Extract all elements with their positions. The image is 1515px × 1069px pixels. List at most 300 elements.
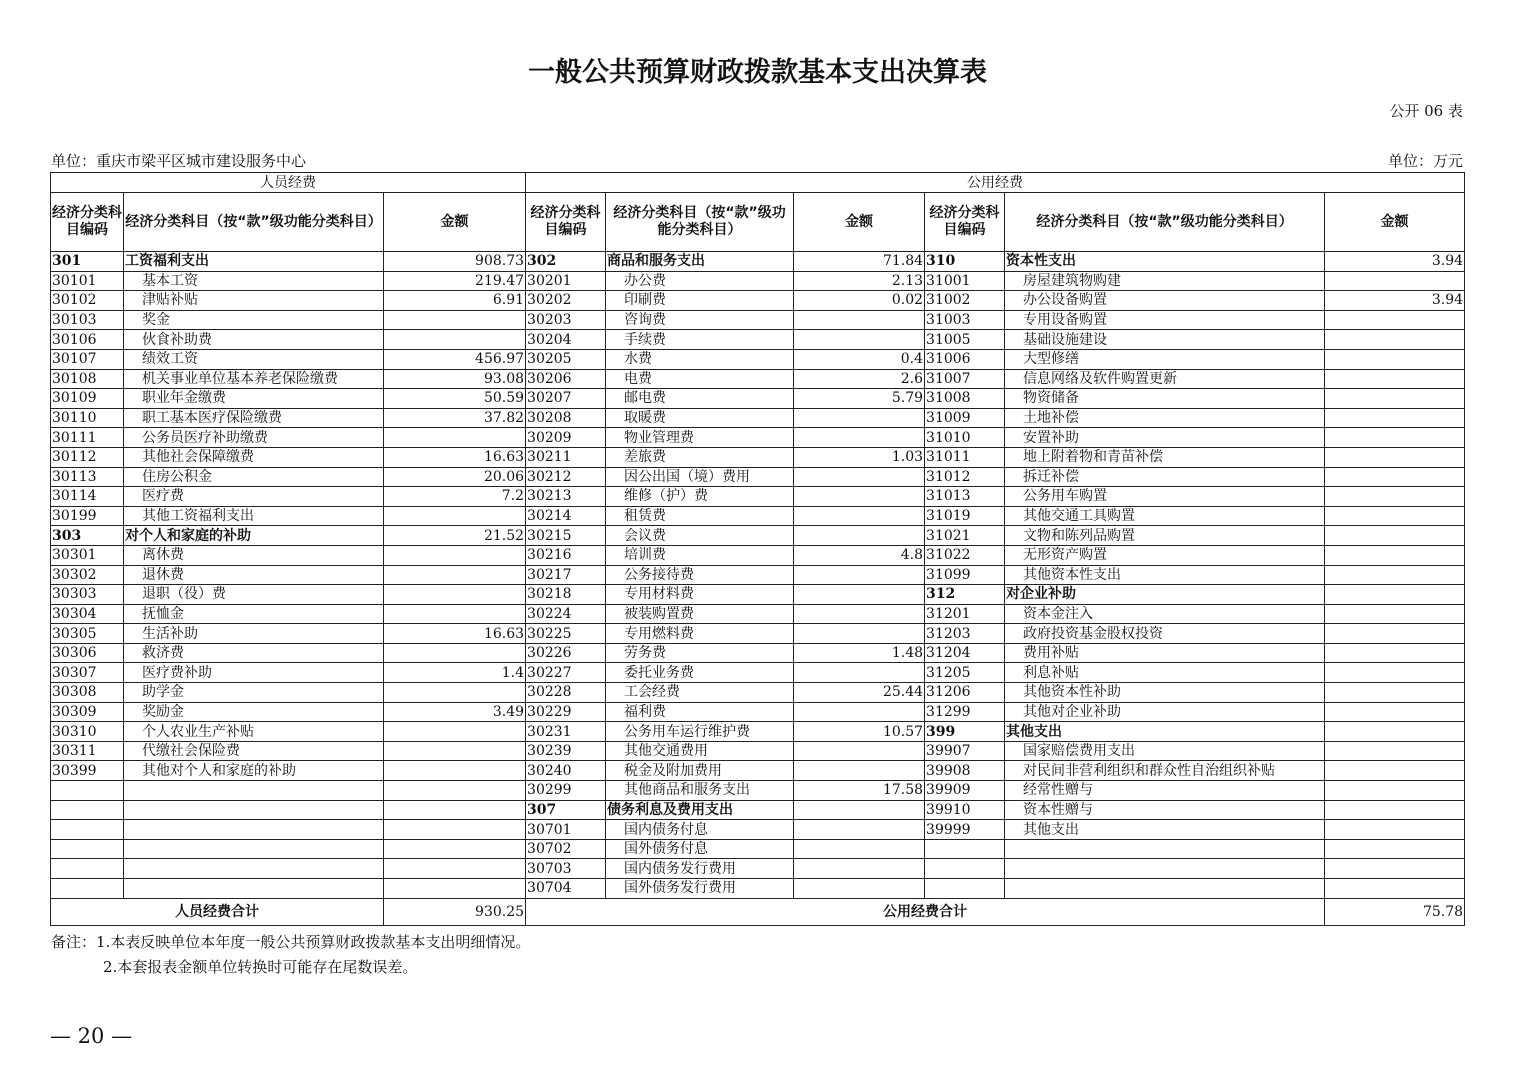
public-code-cell: 30217 bbox=[526, 565, 606, 585]
public-amount-cell bbox=[794, 585, 925, 605]
public-amount-cell bbox=[794, 879, 925, 899]
personnel-name-cell: 退休费 bbox=[124, 565, 384, 585]
header-code-public: 经济分类科目编码 bbox=[526, 193, 606, 252]
personnel-code-cell: 30199 bbox=[51, 506, 124, 526]
public-amount-cell bbox=[794, 506, 925, 526]
personnel-code-cell bbox=[51, 839, 124, 859]
capital-name-cell: 土地补偿 bbox=[1005, 408, 1325, 428]
personnel-code-cell: 301 bbox=[51, 252, 124, 272]
capital-code-cell: 31019 bbox=[925, 506, 1005, 526]
personnel-code-cell: 30307 bbox=[51, 663, 124, 683]
public-code-cell: 30229 bbox=[526, 702, 606, 722]
personnel-amount-cell: 219.47 bbox=[384, 271, 526, 291]
table-row bbox=[51, 330, 1465, 350]
personnel-amount-cell bbox=[384, 643, 526, 663]
total-personnel-label: 人员经费合计 bbox=[51, 898, 384, 925]
public-name-cell: 手续费 bbox=[606, 330, 794, 350]
column-header-row bbox=[51, 193, 1465, 252]
public-name-cell: 其他交通费用 bbox=[606, 741, 794, 761]
capital-code-cell: 31001 bbox=[925, 271, 1005, 291]
public-name-cell: 租赁费 bbox=[606, 506, 794, 526]
capital-code-cell: 31299 bbox=[925, 702, 1005, 722]
personnel-name-cell: 离休费 bbox=[124, 545, 384, 565]
capital-code-cell: 39907 bbox=[925, 741, 1005, 761]
capital-amount-cell: 3.94 bbox=[1325, 252, 1465, 272]
table-row bbox=[51, 252, 1465, 272]
capital-name-cell: 经常性赠与 bbox=[1005, 781, 1325, 801]
personnel-amount-cell bbox=[384, 683, 526, 703]
unit-currency: 单位：万元 bbox=[1387, 152, 1463, 170]
capital-name-cell: 对民间非营利组织和群众性自治组织补贴 bbox=[1005, 761, 1325, 781]
capital-amount-cell bbox=[1325, 624, 1465, 644]
public-name-cell: 劳务费 bbox=[606, 643, 794, 663]
table-row bbox=[51, 879, 1465, 899]
public-name-cell: 税金及附加费用 bbox=[606, 761, 794, 781]
personnel-code-cell bbox=[51, 781, 124, 801]
table-row bbox=[51, 467, 1465, 487]
personnel-amount-cell bbox=[384, 330, 526, 350]
table-row bbox=[51, 310, 1465, 330]
capital-name-cell: 拆迁补偿 bbox=[1005, 467, 1325, 487]
personnel-code-cell: 30101 bbox=[51, 271, 124, 291]
public-code-cell: 302 bbox=[526, 252, 606, 272]
table-row bbox=[51, 683, 1465, 703]
total-public-value: 75.78 bbox=[1325, 898, 1465, 925]
capital-name-cell: 无形资产购置 bbox=[1005, 545, 1325, 565]
capital-amount-cell bbox=[1325, 310, 1465, 330]
capital-name-cell: 专用设备购置 bbox=[1005, 310, 1325, 330]
public-code-cell: 30203 bbox=[526, 310, 606, 330]
capital-code-cell: 31009 bbox=[925, 408, 1005, 428]
public-code-cell: 30225 bbox=[526, 624, 606, 644]
capital-name-cell: 资本性支出 bbox=[1005, 252, 1325, 272]
personnel-code-cell: 30304 bbox=[51, 604, 124, 624]
capital-name-cell: 基础设施建设 bbox=[1005, 330, 1325, 350]
expenditure-table bbox=[50, 172, 1465, 926]
table-row bbox=[51, 349, 1465, 369]
personnel-name-cell: 退职（役）费 bbox=[124, 585, 384, 605]
capital-amount-cell bbox=[1325, 545, 1465, 565]
personnel-name-cell: 其他对个人和家庭的补助 bbox=[124, 761, 384, 781]
personnel-code-cell: 30399 bbox=[51, 761, 124, 781]
public-name-cell: 公务接待费 bbox=[606, 565, 794, 585]
capital-code-cell: 31006 bbox=[925, 349, 1005, 369]
public-code-cell: 30703 bbox=[526, 859, 606, 879]
capital-name-cell: 安置补助 bbox=[1005, 428, 1325, 448]
capital-code-cell: 31206 bbox=[925, 683, 1005, 703]
capital-name-cell: 利息补贴 bbox=[1005, 663, 1325, 683]
personnel-amount-cell: 7.2 bbox=[384, 487, 526, 507]
personnel-name-cell: 工资福利支出 bbox=[124, 252, 384, 272]
capital-code-cell: 31013 bbox=[925, 487, 1005, 507]
public-amount-cell bbox=[794, 761, 925, 781]
public-code-cell: 30218 bbox=[526, 585, 606, 605]
personnel-name-cell bbox=[124, 839, 384, 859]
personnel-name-cell bbox=[124, 859, 384, 879]
public-code-cell: 307 bbox=[526, 800, 606, 820]
table-row bbox=[51, 545, 1465, 565]
public-name-cell: 邮电费 bbox=[606, 389, 794, 409]
capital-code-cell bbox=[925, 839, 1005, 859]
public-amount-cell bbox=[794, 310, 925, 330]
capital-name-cell: 资本金注入 bbox=[1005, 604, 1325, 624]
capital-name-cell: 费用补贴 bbox=[1005, 643, 1325, 663]
capital-name-cell: 公务用车购置 bbox=[1005, 487, 1325, 507]
personnel-amount-cell bbox=[384, 565, 526, 585]
capital-code-cell: 39999 bbox=[925, 820, 1005, 840]
personnel-code-cell bbox=[51, 820, 124, 840]
capital-code-cell bbox=[925, 879, 1005, 899]
personnel-amount-cell bbox=[384, 428, 526, 448]
capital-name-cell: 政府投资基金股权投资 bbox=[1005, 624, 1325, 644]
personnel-code-cell: 30114 bbox=[51, 487, 124, 507]
public-name-cell: 电费 bbox=[606, 369, 794, 389]
capital-amount-cell bbox=[1325, 839, 1465, 859]
public-code-cell: 30206 bbox=[526, 369, 606, 389]
public-code-cell: 30215 bbox=[526, 526, 606, 546]
public-amount-cell bbox=[794, 487, 925, 507]
table-row bbox=[51, 761, 1465, 781]
personnel-name-cell bbox=[124, 820, 384, 840]
personnel-code-cell: 30112 bbox=[51, 447, 124, 467]
personnel-code-cell: 30302 bbox=[51, 565, 124, 585]
personnel-code-cell: 30309 bbox=[51, 702, 124, 722]
personnel-code-cell: 30109 bbox=[51, 389, 124, 409]
capital-amount-cell bbox=[1325, 369, 1465, 389]
capital-code-cell bbox=[925, 859, 1005, 879]
capital-code-cell: 31205 bbox=[925, 663, 1005, 683]
personnel-name-cell bbox=[124, 879, 384, 899]
public-code-cell: 30231 bbox=[526, 722, 606, 742]
personnel-code-cell bbox=[51, 859, 124, 879]
personnel-name-cell: 抚恤金 bbox=[124, 604, 384, 624]
personnel-name-cell: 个人农业生产补贴 bbox=[124, 722, 384, 742]
capital-name-cell: 对企业补助 bbox=[1005, 585, 1325, 605]
capital-name-cell: 国家赔偿费用支出 bbox=[1005, 741, 1325, 761]
capital-name-cell: 其他资本性支出 bbox=[1005, 565, 1325, 585]
personnel-code-cell: 30306 bbox=[51, 643, 124, 663]
public-code-cell: 30204 bbox=[526, 330, 606, 350]
public-name-cell: 公务用车运行维护费 bbox=[606, 722, 794, 742]
public-code-cell: 30239 bbox=[526, 741, 606, 761]
personnel-name-cell: 救济费 bbox=[124, 643, 384, 663]
personnel-code-cell: 30303 bbox=[51, 585, 124, 605]
personnel-amount-cell bbox=[384, 310, 526, 330]
table-row bbox=[51, 447, 1465, 467]
table-row bbox=[51, 428, 1465, 448]
personnel-code-cell bbox=[51, 800, 124, 820]
personnel-amount-cell: 3.49 bbox=[384, 702, 526, 722]
note-line-1: 备注：1.本表反映单位本年度一般公共预算财政拨款基本支出明细情况。 bbox=[51, 933, 531, 951]
public-amount-cell: 5.79 bbox=[794, 389, 925, 409]
table-row bbox=[51, 839, 1465, 859]
public-code-cell: 30227 bbox=[526, 663, 606, 683]
capital-code-cell: 310 bbox=[925, 252, 1005, 272]
table-row bbox=[51, 506, 1465, 526]
table-row bbox=[51, 487, 1465, 507]
personnel-code-cell: 30311 bbox=[51, 741, 124, 761]
capital-amount-cell bbox=[1325, 859, 1465, 879]
capital-amount-cell bbox=[1325, 467, 1465, 487]
public-code-cell: 30226 bbox=[526, 643, 606, 663]
public-amount-cell bbox=[794, 565, 925, 585]
personnel-amount-cell bbox=[384, 839, 526, 859]
capital-amount-cell bbox=[1325, 663, 1465, 683]
public-code-cell: 30213 bbox=[526, 487, 606, 507]
capital-amount-cell bbox=[1325, 428, 1465, 448]
public-amount-cell: 25.44 bbox=[794, 683, 925, 703]
capital-amount-cell bbox=[1325, 643, 1465, 663]
table-row bbox=[51, 722, 1465, 742]
capital-amount-cell bbox=[1325, 271, 1465, 291]
capital-name-cell: 信息网络及软件购置更新 bbox=[1005, 369, 1325, 389]
capital-code-cell: 31005 bbox=[925, 330, 1005, 350]
personnel-amount-cell: 37.82 bbox=[384, 408, 526, 428]
personnel-amount-cell bbox=[384, 741, 526, 761]
capital-amount-cell bbox=[1325, 761, 1465, 781]
personnel-code-cell: 30301 bbox=[51, 545, 124, 565]
public-amount-cell bbox=[794, 859, 925, 879]
capital-amount-cell bbox=[1325, 585, 1465, 605]
capital-amount-cell bbox=[1325, 526, 1465, 546]
capital-amount-cell bbox=[1325, 683, 1465, 703]
table-row bbox=[51, 859, 1465, 879]
page-title: 一般公共预算财政拨款基本支出决算表 bbox=[528, 57, 987, 88]
personnel-amount-cell bbox=[384, 879, 526, 899]
capital-code-cell: 39909 bbox=[925, 781, 1005, 801]
unit-organization: 单位：重庆市梁平区城市建设服务中心 bbox=[51, 152, 307, 170]
public-code-cell: 30702 bbox=[526, 839, 606, 859]
public-amount-cell: 1.48 bbox=[794, 643, 925, 663]
form-number: 公开 06 表 bbox=[1389, 102, 1463, 120]
header-code-capital: 经济分类科目编码 bbox=[925, 193, 1005, 252]
personnel-name-cell: 伙食补助费 bbox=[124, 330, 384, 350]
table-row bbox=[51, 369, 1465, 389]
capital-code-cell: 399 bbox=[925, 722, 1005, 742]
public-code-cell: 30299 bbox=[526, 781, 606, 801]
personnel-code-cell: 30110 bbox=[51, 408, 124, 428]
header-code-personnel: 经济分类科目编码 bbox=[51, 193, 124, 252]
personnel-name-cell: 其他工资福利支出 bbox=[124, 506, 384, 526]
public-name-cell: 委托业务费 bbox=[606, 663, 794, 683]
capital-name-cell bbox=[1005, 859, 1325, 879]
public-amount-cell bbox=[794, 604, 925, 624]
personnel-amount-cell bbox=[384, 722, 526, 742]
personnel-name-cell: 机关事业单位基本养老保险缴费 bbox=[124, 369, 384, 389]
personnel-amount-cell: 1.4 bbox=[384, 663, 526, 683]
capital-code-cell: 31010 bbox=[925, 428, 1005, 448]
public-code-cell: 30704 bbox=[526, 879, 606, 899]
personnel-amount-cell: 93.08 bbox=[384, 369, 526, 389]
personnel-amount-cell bbox=[384, 820, 526, 840]
personnel-amount-cell bbox=[384, 859, 526, 879]
personnel-name-cell: 医疗费 bbox=[124, 487, 384, 507]
public-code-cell: 30228 bbox=[526, 683, 606, 703]
table-row bbox=[51, 389, 1465, 409]
public-name-cell: 因公出国（境）费用 bbox=[606, 467, 794, 487]
capital-name-cell: 其他交通工具购置 bbox=[1005, 506, 1325, 526]
personnel-code-cell: 30108 bbox=[51, 369, 124, 389]
notes bbox=[51, 930, 530, 980]
public-amount-cell bbox=[794, 839, 925, 859]
capital-code-cell: 31022 bbox=[925, 545, 1005, 565]
public-name-cell: 咨询费 bbox=[606, 310, 794, 330]
public-code-cell: 30207 bbox=[526, 389, 606, 409]
personnel-amount-cell: 6.91 bbox=[384, 291, 526, 311]
public-code-cell: 30216 bbox=[526, 545, 606, 565]
capital-name-cell: 房屋建筑物购建 bbox=[1005, 271, 1325, 291]
personnel-name-cell: 基本工资 bbox=[124, 271, 384, 291]
public-amount-cell bbox=[794, 800, 925, 820]
table-row bbox=[51, 271, 1465, 291]
public-code-cell: 30202 bbox=[526, 291, 606, 311]
personnel-amount-cell: 50.59 bbox=[384, 389, 526, 409]
personnel-name-cell: 对个人和家庭的补助 bbox=[124, 526, 384, 546]
capital-amount-cell bbox=[1325, 604, 1465, 624]
note-line-2: 2.本套报表金额单位转换时可能存在尾数误差。 bbox=[103, 958, 418, 976]
personnel-name-cell: 代缴社会保险费 bbox=[124, 741, 384, 761]
table-row bbox=[51, 526, 1465, 546]
header-name-personnel: 经济分类科目（按“款”级功能分类科目） bbox=[124, 193, 384, 252]
public-name-cell: 商品和服务支出 bbox=[606, 252, 794, 272]
table-row bbox=[51, 624, 1465, 644]
public-name-cell: 维修（护）费 bbox=[606, 487, 794, 507]
public-amount-cell: 1.03 bbox=[794, 447, 925, 467]
table-row bbox=[51, 565, 1465, 585]
personnel-amount-cell: 908.73 bbox=[384, 252, 526, 272]
capital-code-cell: 31011 bbox=[925, 447, 1005, 467]
personnel-amount-cell bbox=[384, 800, 526, 820]
public-amount-cell: 10.57 bbox=[794, 722, 925, 742]
personnel-amount-cell: 20.06 bbox=[384, 467, 526, 487]
public-name-cell: 印刷费 bbox=[606, 291, 794, 311]
public-name-cell: 国外债务发行费用 bbox=[606, 879, 794, 899]
personnel-name-cell: 医疗费补助 bbox=[124, 663, 384, 683]
capital-amount-cell bbox=[1325, 820, 1465, 840]
personnel-name-cell: 职工基本医疗保险缴费 bbox=[124, 408, 384, 428]
personnel-name-cell: 生活补助 bbox=[124, 624, 384, 644]
public-name-cell: 取暖费 bbox=[606, 408, 794, 428]
table-row bbox=[51, 820, 1465, 840]
personnel-name-cell: 公务员医疗补助缴费 bbox=[124, 428, 384, 448]
capital-name-cell: 办公设备购置 bbox=[1005, 291, 1325, 311]
capital-amount-cell bbox=[1325, 330, 1465, 350]
public-code-cell: 30224 bbox=[526, 604, 606, 624]
public-name-cell: 福利费 bbox=[606, 702, 794, 722]
capital-code-cell: 31008 bbox=[925, 389, 1005, 409]
capital-amount-cell: 3.94 bbox=[1325, 291, 1465, 311]
header-amount-capital: 金额 bbox=[1325, 193, 1465, 252]
public-name-cell: 专用燃料费 bbox=[606, 624, 794, 644]
capital-amount-cell bbox=[1325, 487, 1465, 507]
table-row bbox=[51, 643, 1465, 663]
capital-name-cell: 物资储备 bbox=[1005, 389, 1325, 409]
capital-amount-cell bbox=[1325, 722, 1465, 742]
public-code-cell: 30211 bbox=[526, 447, 606, 467]
public-name-cell: 会议费 bbox=[606, 526, 794, 546]
public-amount-cell bbox=[794, 741, 925, 761]
public-code-cell: 30212 bbox=[526, 467, 606, 487]
public-amount-cell: 71.84 bbox=[794, 252, 925, 272]
table-row bbox=[51, 702, 1465, 722]
public-code-cell: 30201 bbox=[526, 271, 606, 291]
personnel-code-cell: 30113 bbox=[51, 467, 124, 487]
header-name-public: 经济分类科目（按“款”级功能分类科目） bbox=[606, 193, 794, 252]
public-amount-cell bbox=[794, 820, 925, 840]
public-name-cell: 培训费 bbox=[606, 545, 794, 565]
capital-name-cell: 文物和陈列品购置 bbox=[1005, 526, 1325, 546]
capital-name-cell: 其他对企业补助 bbox=[1005, 702, 1325, 722]
personnel-code-cell: 303 bbox=[51, 526, 124, 546]
personnel-name-cell: 住房公积金 bbox=[124, 467, 384, 487]
capital-code-cell: 312 bbox=[925, 585, 1005, 605]
capital-amount-cell bbox=[1325, 702, 1465, 722]
personnel-amount-cell bbox=[384, 761, 526, 781]
personnel-amount-cell bbox=[384, 585, 526, 605]
capital-name-cell: 资本性赠与 bbox=[1005, 800, 1325, 820]
capital-amount-cell bbox=[1325, 389, 1465, 409]
public-name-cell: 国内债务发行费用 bbox=[606, 859, 794, 879]
capital-name-cell bbox=[1005, 879, 1325, 899]
capital-amount-cell bbox=[1325, 741, 1465, 761]
table-row bbox=[51, 800, 1465, 820]
public-amount-cell bbox=[794, 702, 925, 722]
capital-amount-cell bbox=[1325, 565, 1465, 585]
public-name-cell: 国内债务付息 bbox=[606, 820, 794, 840]
page-number: — 20 — bbox=[50, 1024, 133, 1048]
capital-code-cell: 39910 bbox=[925, 800, 1005, 820]
capital-amount-cell bbox=[1325, 781, 1465, 801]
public-amount-cell bbox=[794, 408, 925, 428]
personnel-code-cell: 30106 bbox=[51, 330, 124, 350]
capital-amount-cell bbox=[1325, 800, 1465, 820]
public-amount-cell: 0.02 bbox=[794, 291, 925, 311]
public-code-cell: 30240 bbox=[526, 761, 606, 781]
table-row bbox=[51, 585, 1465, 605]
personnel-amount-cell: 16.63 bbox=[384, 447, 526, 467]
group-header-row bbox=[51, 173, 1465, 193]
capital-name-cell bbox=[1005, 839, 1325, 859]
public-name-cell: 专用材料费 bbox=[606, 585, 794, 605]
capital-name-cell: 其他资本性补助 bbox=[1005, 683, 1325, 703]
capital-code-cell: 31002 bbox=[925, 291, 1005, 311]
public-name-cell: 办公费 bbox=[606, 271, 794, 291]
total-public-label: 公用经费合计 bbox=[526, 898, 1325, 925]
personnel-code-cell: 30103 bbox=[51, 310, 124, 330]
personnel-name-cell: 绩效工资 bbox=[124, 349, 384, 369]
public-amount-cell bbox=[794, 428, 925, 448]
table-row bbox=[51, 291, 1465, 311]
personnel-name-cell bbox=[124, 781, 384, 801]
public-name-cell: 债务利息及费用支出 bbox=[606, 800, 794, 820]
capital-name-cell: 其他支出 bbox=[1005, 722, 1325, 742]
personnel-name-cell: 助学金 bbox=[124, 683, 384, 703]
capital-code-cell: 31007 bbox=[925, 369, 1005, 389]
personnel-amount-cell bbox=[384, 545, 526, 565]
public-amount-cell: 2.13 bbox=[794, 271, 925, 291]
public-amount-cell: 0.4 bbox=[794, 349, 925, 369]
capital-name-cell: 大型修缮 bbox=[1005, 349, 1325, 369]
personnel-amount-cell: 456.97 bbox=[384, 349, 526, 369]
personnel-code-cell: 30102 bbox=[51, 291, 124, 311]
group-public-header: 公用经费 bbox=[526, 173, 1465, 193]
personnel-amount-cell bbox=[384, 506, 526, 526]
public-code-cell: 30214 bbox=[526, 506, 606, 526]
public-amount-cell bbox=[794, 663, 925, 683]
personnel-name-cell: 津贴补贴 bbox=[124, 291, 384, 311]
group-personnel-header: 人员经费 bbox=[51, 173, 526, 193]
capital-name-cell: 地上附着物和青苗补偿 bbox=[1005, 447, 1325, 467]
